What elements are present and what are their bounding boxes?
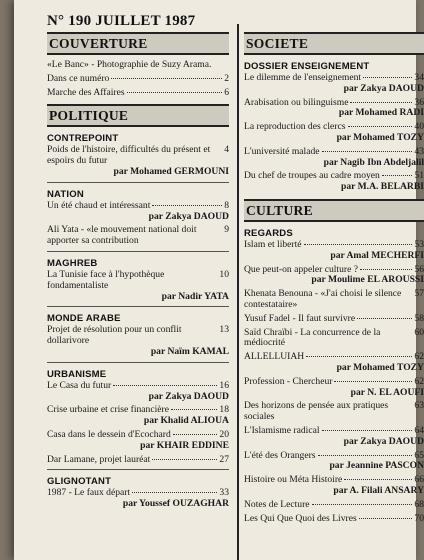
toc-entry[interactable]	[244, 352, 424, 374]
toc-entry[interactable]	[244, 73, 424, 95]
entry-author: par Amal MECHERFI	[330, 249, 424, 261]
entry-title: Casa dans le dessein d'Ecochard	[47, 428, 171, 440]
entry-title: Des horizons de pensée aux pratiques sociales	[244, 400, 389, 423]
entry-title: Crise urbaine et crise financière	[47, 404, 169, 416]
entry-author: par Moulime EL AROUSSI	[311, 274, 424, 286]
section-rule	[47, 306, 229, 307]
entry-title: 1987 - Le faux départ	[47, 487, 131, 499]
toc-entry[interactable]	[244, 426, 424, 448]
entry-title: L'université malade	[244, 145, 320, 157]
entry-page: 62	[414, 351, 424, 363]
toc-entry[interactable]	[244, 451, 424, 473]
toc-entry[interactable]	[47, 88, 229, 99]
issue-heading: N° 190 JUILLET 1987	[47, 13, 196, 29]
section-heading: MAGHREB	[47, 257, 98, 269]
entry-title: Les Qui Que Quoi des Livres	[244, 512, 357, 524]
section-rule	[47, 251, 229, 252]
entry-page: 68	[414, 498, 424, 510]
toc-entry[interactable]	[244, 122, 424, 144]
entry-title: Dar Lamane, projet lauréat	[47, 453, 151, 465]
toc-entry[interactable]	[244, 265, 424, 287]
entry-page: 40	[414, 121, 424, 133]
toc-entry[interactable]	[47, 74, 229, 85]
entry-title: La Tunisie face à l'hypothèque fondamentaliste	[47, 268, 165, 291]
toc-entry[interactable]	[244, 377, 424, 399]
entry-title: L'été des Orangers	[244, 449, 316, 461]
section-band-societe: SOCIETE	[244, 32, 424, 55]
entry-author: par Zakya DAOUD	[148, 210, 229, 222]
entry-title: Islam et liberté	[244, 238, 302, 250]
section-heading: REGARDS	[244, 227, 293, 239]
entry-page: 66	[414, 474, 424, 486]
entry-author: par Nagib Ibn Abdeljalil	[323, 156, 424, 168]
entry-page: 13	[219, 324, 229, 336]
toc-entry[interactable]	[244, 514, 424, 525]
politique-sections	[47, 133, 229, 510]
toc-entry[interactable]	[47, 145, 229, 177]
entry-title: Arabisation ou bilinguisme	[244, 96, 349, 108]
toc-entry[interactable]	[47, 405, 229, 427]
section-rule	[47, 362, 229, 363]
entry-author: par Khalid ALIOUA	[143, 415, 229, 427]
entry-author: par Zakya DAOUD	[343, 82, 424, 94]
toc-entry[interactable]	[244, 314, 424, 325]
section-band-couverture: COUVERTURE	[47, 32, 229, 55]
entry-page: 36	[414, 96, 424, 108]
entry-author: par Mohamed TOZY	[336, 131, 424, 143]
entry-page: 70	[414, 512, 424, 524]
column-divider	[237, 24, 239, 560]
toc-entry[interactable]	[244, 147, 424, 169]
entry-title: Un été chaud et intéressant	[47, 199, 151, 211]
toc-entry[interactable]	[244, 500, 424, 511]
toc-entry[interactable]	[244, 328, 424, 350]
magazine-page	[14, 0, 424, 560]
section-band-politique: POLITIQUE	[47, 104, 229, 127]
section-heading: CONTREPOINT	[47, 133, 119, 145]
section-heading: URBANISME	[47, 368, 107, 380]
toc-entry[interactable]	[47, 325, 229, 357]
toc-entry[interactable]	[47, 381, 229, 403]
entry-page: 58	[414, 312, 424, 324]
toc-entry[interactable]	[47, 430, 229, 452]
section-rule	[47, 469, 229, 470]
entry-author: par Zakya DAOUD	[148, 390, 229, 402]
entry-page: 18	[219, 404, 229, 416]
entry-title: Du chef de troupes au cadre moyen	[244, 170, 380, 182]
entry-page: 60	[414, 326, 424, 338]
toc-entry[interactable]	[47, 225, 229, 247]
entry-title: Que peut-on appeler culture ?	[244, 263, 359, 275]
entry-author: par A. Filali ANSARY	[333, 484, 424, 496]
entry-page: 10	[219, 268, 229, 280]
entry-title: Poids de l'histoire, difficultés du présent et espoirs du futur	[47, 144, 211, 167]
entry-title: Le Casa du futur	[47, 379, 112, 391]
section-band-culture: CULTURE	[244, 199, 424, 222]
entry-author: par Jeannine PASCON	[329, 460, 424, 472]
entry-author: par Zakya DAOUD	[343, 435, 424, 447]
section-heading: NATION	[47, 188, 84, 200]
cover-caption	[47, 60, 229, 71]
entry-page: 57	[414, 288, 424, 300]
entry-page: 63	[414, 400, 424, 412]
entry-author: par KHAIR EDDINE	[140, 439, 229, 451]
toc-entry[interactable]	[47, 488, 229, 510]
toc-entry[interactable]	[244, 98, 424, 120]
entry-page: 2	[224, 72, 229, 84]
entry-page: 8	[224, 199, 229, 211]
entry-title: Marche des Affaires	[47, 86, 125, 98]
entry-page: 6	[224, 86, 229, 98]
section-heading: GLIGNOTANT	[47, 476, 112, 488]
section-heading: MONDE ARABE	[47, 313, 121, 325]
toc-entry[interactable]	[47, 270, 229, 302]
entry-page: 20	[219, 428, 229, 440]
toc-entry[interactable]	[244, 289, 424, 311]
left-column	[47, 28, 229, 513]
entry-page: 9	[224, 224, 229, 236]
entry-title: Histoire ou Méta Histoire	[244, 474, 343, 486]
entry-title: Projet de résolution pour un conflit dollarivore	[47, 324, 182, 347]
toc-entry[interactable]	[47, 455, 229, 466]
section-rule	[47, 182, 229, 183]
toc-entry[interactable]	[244, 171, 424, 193]
entry-author: par Mohamed TOZY	[336, 361, 424, 373]
entry-title: Profession - Chercheur	[244, 375, 333, 387]
culture-sections	[244, 228, 424, 524]
entry-author: par Youssef OUZAGHAR	[122, 498, 229, 510]
entry-page: 43	[414, 145, 424, 157]
entry-author: par Mohamed GERMOUNI	[113, 165, 229, 177]
entry-title: L'Islamisme radical	[244, 424, 320, 436]
entry-page: 64	[414, 424, 424, 436]
entry-title: Khenata Benouna - «J'ai choisi le silence contestataire»	[244, 288, 402, 310]
entry-page: 53	[414, 238, 424, 250]
entry-page: 65	[414, 449, 424, 461]
toc-entry[interactable]	[244, 401, 424, 423]
entry-author: par Nadir YATA	[161, 290, 229, 302]
entry-page: 4	[224, 144, 229, 156]
right-column	[244, 28, 424, 527]
entry-page: 16	[219, 379, 229, 391]
entry-title: Saïd Chraïbi - La concurrence de la médiocrité	[244, 326, 381, 349]
entry-page: 34	[414, 72, 424, 83]
cover-caption-text: «Le Banc» - Photographie de Suzy Arama.	[47, 59, 212, 70]
entry-title: Dans ce numéro	[47, 72, 110, 84]
entry-page: 33	[219, 487, 229, 499]
entry-page: 27	[219, 453, 229, 465]
entry-author: par N. EL AOUFI	[350, 386, 424, 398]
entry-author: par Mohamed RADI	[338, 107, 424, 119]
toc-entry[interactable]	[244, 475, 424, 497]
entry-page: 51	[414, 170, 424, 182]
section-heading: DOSSIER ENSEIGNEMENT	[244, 61, 370, 72]
entry-title: Yusuf Fadel - Il faut survivre	[244, 312, 356, 324]
entry-title: ALLELLUIAH	[244, 351, 305, 363]
entry-author: par M.A. BELARBI	[341, 181, 424, 193]
entry-page: 56	[414, 263, 424, 275]
entry-title: Notes de Lecture	[244, 498, 310, 510]
entry-title: Ali Yata - «le mouvement national doit apporter sa contribution	[47, 224, 197, 247]
entry-author: par Naïm KAMAL	[150, 345, 229, 357]
toc-entry[interactable]	[47, 201, 229, 223]
entry-title: La reproduction des clercs	[244, 121, 346, 133]
entry-page: 62	[414, 375, 424, 387]
entry-title: Le dilemme de l'enseignement	[244, 72, 362, 83]
toc-entry[interactable]	[244, 240, 424, 262]
societe-sections	[244, 61, 424, 193]
